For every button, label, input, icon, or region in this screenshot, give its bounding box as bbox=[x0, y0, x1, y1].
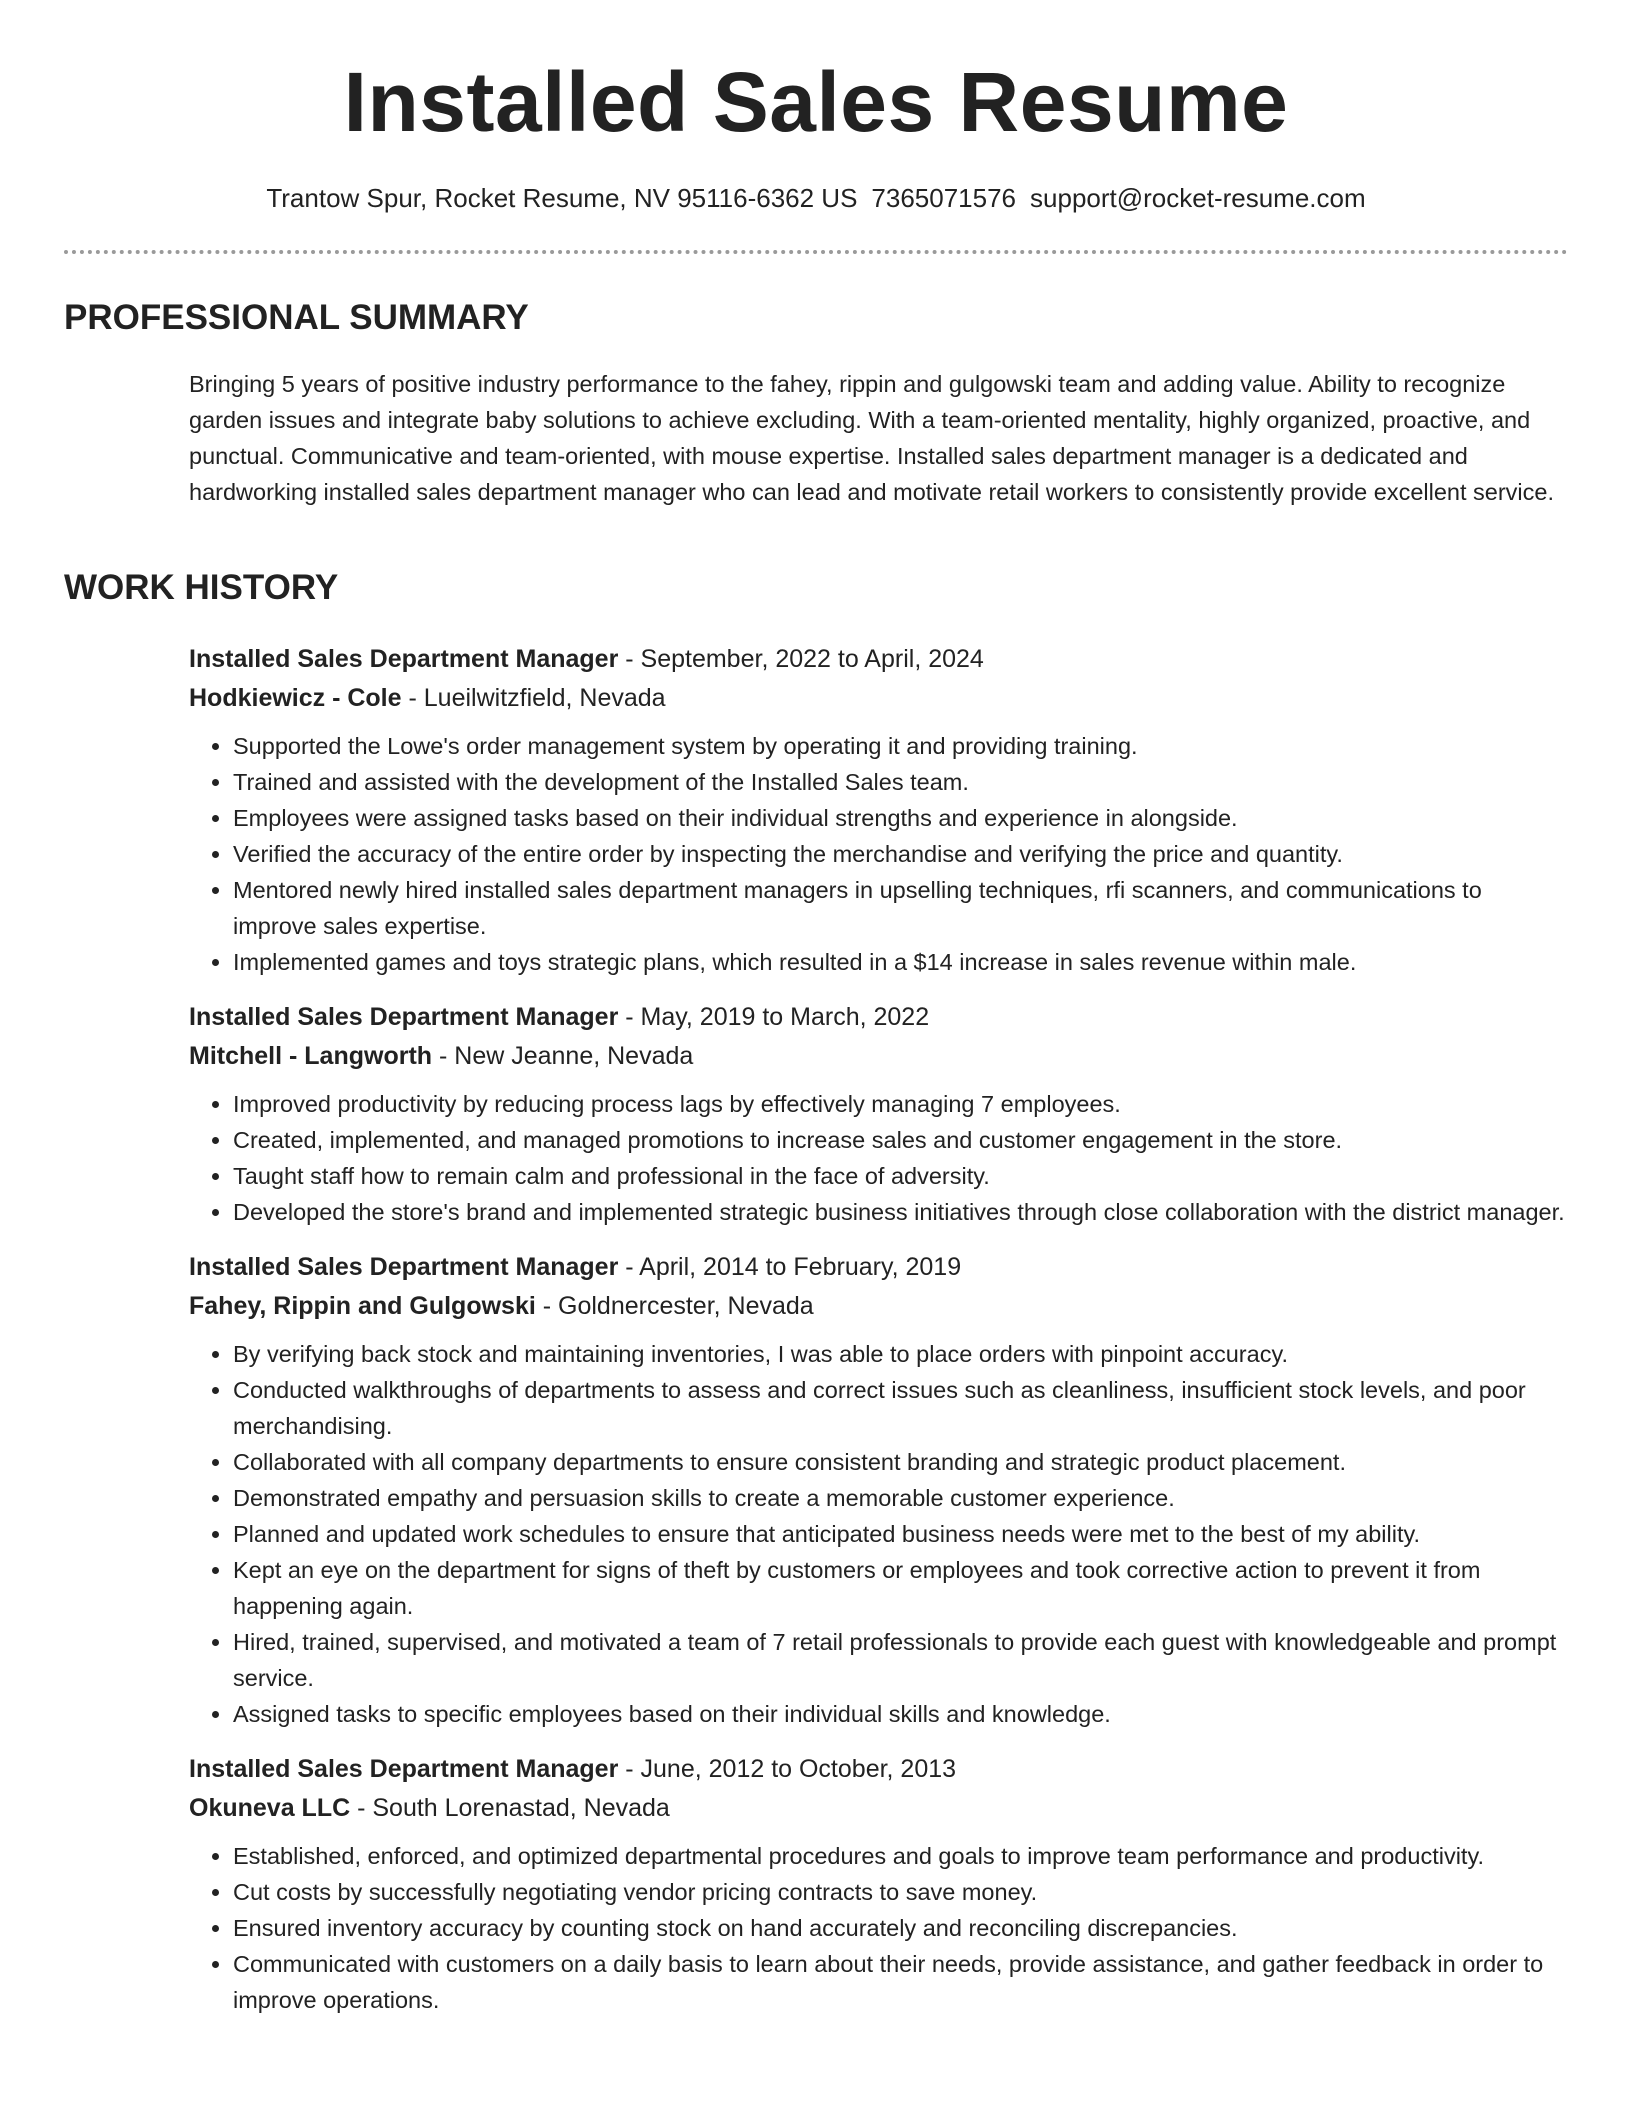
job-title-line bbox=[189, 998, 1569, 1037]
job-bullets bbox=[189, 1086, 1569, 1230]
job-title: Installed Sales Department Manager bbox=[189, 645, 619, 673]
job-bullet: • Mentored newly hired installed sales department managers in upselling techniques, rfi scanners, and communications to improve sales expertise. bbox=[233, 872, 1569, 944]
job-bullet: • Ensured inventory accuracy by counting stock on hand accurately and reconciling discrepancies. bbox=[233, 1910, 1569, 1946]
job-bullet: • Supported the Lowe's order management system by operating it and providing training. bbox=[233, 728, 1569, 764]
job-bullet: • Collaborated with all company departments to ensure consistent branding and strategic product placement. bbox=[233, 1444, 1569, 1480]
job-bullets bbox=[189, 728, 1569, 980]
header-divider bbox=[64, 250, 1568, 254]
job-bullet: • Assigned tasks to specific employees based on their individual skills and knowledge. bbox=[233, 1696, 1569, 1732]
job-title: Installed Sales Department Manager bbox=[189, 1003, 619, 1031]
job-bullet: • Kept an eye on the department for signs of theft by customers or employees and took corrective action to prevent it from happening again. bbox=[233, 1552, 1569, 1624]
job-title-line bbox=[189, 1750, 1569, 1789]
job-company-line bbox=[189, 1287, 1569, 1326]
summary-heading: PROFESSIONAL SUMMARY bbox=[64, 298, 529, 337]
summary-text: Bringing 5 years of positive industry performance to the fahey, rippin and gulgowski team and adding value. Ability to recognize garden issues and integrate baby solutions to achieve excluding. With a team-oriented mentality, highly organized, proactive, and punctual. Communicative and team-oriented, with mouse expertise. Installed sales department manager is a dedicated and hardworking installed sales department manager who can lead and motivate retail workers to consistently provide excellent service. bbox=[189, 371, 1554, 505]
resume-title: Installed Sales Resume bbox=[343, 55, 1289, 149]
job-bullet: • Created, implemented, and managed promotions to increase sales and customer engagement in the store. bbox=[233, 1122, 1569, 1158]
job-bullet: • Developed the store's brand and implemented strategic business initiatives through close collaboration with the district manager. bbox=[233, 1194, 1569, 1230]
job-company-line bbox=[189, 679, 1569, 718]
job-company: Hodkiewicz - Cole bbox=[189, 684, 402, 712]
job-bullet: • By verifying back stock and maintaining inventories, I was able to place orders with pinpoint accuracy. bbox=[233, 1336, 1569, 1372]
job-entry bbox=[189, 1248, 1569, 1732]
job-dates: - April, 2014 to February, 2019 bbox=[618, 1253, 962, 1281]
job-location: - South Lorenastad, Nevada bbox=[350, 1794, 670, 1822]
job-entry bbox=[189, 640, 1569, 980]
job-bullet: • Established, enforced, and optimized departmental procedures and goals to improve team performance and productivity. bbox=[233, 1838, 1569, 1874]
contact-email: support@rocket-resume.com bbox=[1030, 183, 1366, 213]
job-bullet: • Conducted walkthroughs of departments to assess and correct issues such as cleanliness, insufficient stock levels, and poor merchandising. bbox=[233, 1372, 1569, 1444]
job-bullet: • Employees were assigned tasks based on their individual strengths and experience in alongside. bbox=[233, 800, 1569, 836]
job-title: Installed Sales Department Manager bbox=[189, 1253, 619, 1281]
contact-line bbox=[0, 178, 1632, 218]
job-bullet: • Verified the accuracy of the entire order by inspecting the merchandise and verifying the price and quantity. bbox=[233, 836, 1569, 872]
job-bullet: • Implemented games and toys strategic plans, which resulted in a $14 increase in sales revenue within male. bbox=[233, 944, 1569, 980]
job-bullet: • Planned and updated work schedules to ensure that anticipated business needs were met to the best of my ability. bbox=[233, 1516, 1569, 1552]
job-title: Installed Sales Department Manager bbox=[189, 1755, 619, 1783]
job-bullets bbox=[189, 1336, 1569, 1732]
job-bullets bbox=[189, 1838, 1569, 2018]
work-history-heading: WORK HISTORY bbox=[64, 568, 339, 607]
contact-address: Trantow Spur, Rocket Resume, NV 95116-6362 US bbox=[266, 183, 858, 213]
job-bullet: • Demonstrated empathy and persuasion skills to create a memorable customer experience. bbox=[233, 1480, 1569, 1516]
job-dates: - May, 2019 to March, 2022 bbox=[618, 1003, 930, 1031]
job-bullet: • Communicated with customers on a daily basis to learn about their needs, provide assistance, and gather feedback in order to improve operations. bbox=[233, 1946, 1569, 2018]
job-bullet: • Taught staff how to remain calm and professional in the face of adversity. bbox=[233, 1158, 1569, 1194]
job-dates: - June, 2012 to October, 2013 bbox=[618, 1755, 957, 1783]
job-entry bbox=[189, 998, 1569, 1230]
job-bullet: • Hired, trained, supervised, and motivated a team of 7 retail professionals to provide each guest with knowledgeable and prompt service. bbox=[233, 1624, 1569, 1696]
job-location: - Lueilwitzfield, Nevada bbox=[401, 684, 666, 712]
job-bullet: • Trained and assisted with the development of the Installed Sales team. bbox=[233, 764, 1569, 800]
contact-phone: 7365071576 bbox=[871, 183, 1017, 213]
job-company-line bbox=[189, 1037, 1569, 1076]
job-entry bbox=[189, 1750, 1569, 2018]
job-title-line bbox=[189, 640, 1569, 679]
job-company: Okuneva LLC bbox=[189, 1794, 351, 1822]
job-title-line bbox=[189, 1248, 1569, 1287]
job-location: - New Jeanne, Nevada bbox=[432, 1042, 694, 1070]
job-bullet: • Improved productivity by reducing process lags by effectively managing 7 employees. bbox=[233, 1086, 1569, 1122]
job-company: Fahey, Rippin and Gulgowski bbox=[189, 1292, 536, 1320]
work-history-list bbox=[189, 640, 1569, 2036]
job-company-line bbox=[189, 1789, 1569, 1828]
job-location: - Goldnercester, Nevada bbox=[535, 1292, 814, 1320]
job-bullet: • Cut costs by successfully negotiating vendor pricing contracts to save money. bbox=[233, 1874, 1569, 1910]
job-dates: - September, 2022 to April, 2024 bbox=[618, 645, 984, 673]
job-company: Mitchell - Langworth bbox=[189, 1042, 433, 1070]
